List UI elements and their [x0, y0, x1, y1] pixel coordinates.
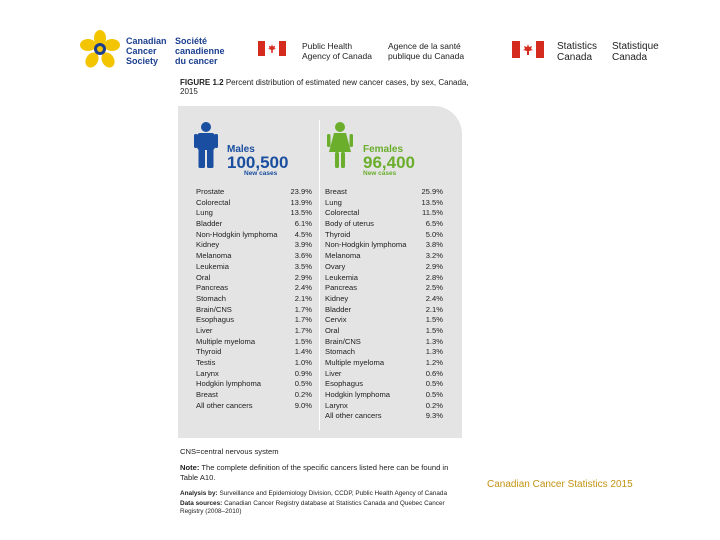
- cancer-percent: 3.8%: [425, 240, 443, 250]
- cancer-percent: 1.7%: [294, 304, 312, 314]
- cancer-name: Non-Hodgkin lymphoma: [325, 240, 407, 250]
- list-item: [325, 411, 443, 422]
- list-item: [196, 347, 312, 358]
- list-item: [325, 326, 443, 337]
- phac-name-en: Public Health Agency of Canada: [302, 41, 372, 61]
- list-item: [196, 358, 312, 369]
- females-count: 96,400: [363, 153, 415, 172]
- list-item: [196, 251, 312, 262]
- cancer-percent: 4.5%: [294, 229, 312, 239]
- list-item: [196, 390, 312, 401]
- cancer-percent: 2.4%: [294, 283, 312, 293]
- cancer-percent: 13.5%: [421, 197, 443, 207]
- cancer-name: Leukemia: [325, 272, 358, 282]
- cancer-name: Lung: [325, 197, 342, 207]
- figure-label: FIGURE 1.2: [180, 78, 224, 87]
- cancer-percent: 1.4%: [294, 347, 312, 357]
- cancer-name: Ovary: [325, 261, 346, 271]
- ccs-logo: [80, 30, 240, 70]
- cancer-percent: 1.3%: [425, 336, 443, 346]
- cancer-percent: 1.5%: [294, 336, 312, 346]
- cancer-percent: 11.5%: [422, 208, 443, 218]
- list-item: [196, 240, 312, 251]
- list-item: [196, 379, 312, 390]
- female-person-icon: [327, 122, 353, 168]
- cancer-percent: 0.2%: [294, 390, 312, 400]
- list-item: [325, 251, 443, 262]
- cancer-percent: 0.5%: [294, 379, 312, 389]
- cancer-percent: 1.3%: [425, 347, 443, 357]
- cancer-name: Stomach: [196, 293, 226, 303]
- list-item: [196, 198, 312, 209]
- list-item: [325, 273, 443, 284]
- cancer-name: Hodgkin lymphoma: [325, 390, 390, 400]
- cancer-name: Body of uterus: [325, 219, 374, 229]
- canada-flag-icon: [258, 41, 286, 56]
- males-subtitle: New cases: [244, 170, 278, 177]
- cancer-percent: 2.5%: [425, 283, 443, 293]
- list-item: [196, 401, 312, 412]
- cancer-percent: 13.9%: [290, 197, 312, 207]
- definition-note: [180, 463, 460, 483]
- cancer-percent: 6.1%: [294, 219, 312, 229]
- cancer-name: Cervix: [325, 315, 347, 325]
- cancer-percent: 0.5%: [425, 390, 443, 400]
- cancer-percent: 1.5%: [425, 325, 443, 335]
- list-item: [325, 315, 443, 326]
- cancer-name: Kidney: [196, 240, 220, 250]
- cancer-name: Leukemia: [196, 261, 229, 271]
- cancer-percent: 0.5%: [425, 379, 443, 389]
- cancer-percent: 1.7%: [294, 315, 312, 325]
- cancer-percent: 0.2%: [425, 400, 443, 410]
- cancer-name: Multiple myeloma: [196, 336, 256, 346]
- data-sources: [180, 500, 465, 516]
- cancer-name: Brain/CNS: [196, 304, 232, 314]
- males-heading: Males: [227, 144, 255, 155]
- cancer-name: Oral: [325, 325, 340, 335]
- figure-caption: Percent distribution of estimated new cancer cases, by sex, Canada, 2015: [180, 78, 469, 96]
- list-item: [196, 369, 312, 380]
- cancer-name: Prostate: [196, 187, 225, 196]
- sources-text: Canadian Cancer Registry database at Statistics Canada and Quebec Cancer Registry (2008–2010): [180, 500, 445, 515]
- males-count: 100,500: [227, 153, 289, 172]
- cancer-name: Testis: [196, 358, 216, 367]
- cancer-name: Thyroid: [325, 229, 351, 239]
- cancer-name: Hodgkin lymphoma: [196, 379, 261, 389]
- analysis-label: Analysis by:: [180, 490, 218, 497]
- cancer-name: All other cancers: [325, 411, 382, 421]
- male-person-icon: [194, 122, 218, 168]
- list-item: [325, 262, 443, 273]
- cancer-name: Lung: [196, 208, 213, 218]
- statcan-name-en: Statistics Canada: [557, 41, 598, 63]
- footer-brand: Canadian Cancer Statistics 2015: [487, 479, 633, 490]
- list-item: [325, 401, 443, 412]
- cancer-percent: 25.9%: [421, 187, 443, 196]
- list-item: [196, 315, 312, 326]
- canada-flag-icon: [512, 41, 544, 58]
- cancer-percent: 23.9%: [290, 187, 312, 196]
- cancer-name: Breast: [325, 187, 347, 196]
- cancer-name: Stomach: [325, 347, 355, 357]
- cancer-name: Liver: [196, 325, 213, 335]
- ccs-name-fr: Société canadienne du cancer: [175, 36, 225, 66]
- cancer-name: Esophagus: [196, 315, 234, 325]
- list-item: [196, 230, 312, 241]
- cancer-name: Thyroid: [196, 347, 222, 357]
- cancer-percent: 1.0%: [294, 358, 312, 367]
- cancer-name: Esophagus: [325, 379, 363, 389]
- cancer-name: Non-Hodgkin lymphoma: [196, 229, 278, 239]
- figure-title: [180, 78, 470, 96]
- cancer-percent: 2.4%: [425, 293, 443, 303]
- abbreviation-note: CNS=central nervous system: [180, 447, 279, 456]
- cancer-percent: 9.0%: [294, 400, 312, 410]
- list-item: [196, 219, 312, 230]
- cancer-name: Brain/CNS: [325, 336, 361, 346]
- cancer-name: Bladder: [196, 219, 223, 229]
- list-item: [325, 358, 443, 369]
- cancer-percent: 3.9%: [294, 240, 312, 250]
- males-cancer-list: [196, 187, 312, 411]
- list-item: [325, 219, 443, 230]
- cancer-percent: 2.9%: [294, 272, 312, 282]
- list-item: [196, 273, 312, 284]
- analysis-text: Surveillance and Epidemiology Division, CCDP, Public Health Agency of Canada: [219, 490, 448, 497]
- females-cancer-list: [325, 187, 443, 422]
- list-item: [325, 379, 443, 390]
- panel-divider: [319, 120, 320, 430]
- list-item: [325, 187, 443, 198]
- cancer-name: Multiple myeloma: [325, 358, 385, 367]
- list-item: [325, 390, 443, 401]
- cancer-percent: 3.2%: [425, 251, 443, 261]
- sources-label: Data sources:: [180, 500, 223, 507]
- cancer-name: Breast: [196, 390, 218, 400]
- cancer-percent: 2.1%: [294, 293, 312, 303]
- cancer-percent: 1.5%: [425, 315, 443, 325]
- list-item: [196, 326, 312, 337]
- list-item: [196, 208, 312, 219]
- cancer-percent: 3.5%: [294, 261, 312, 271]
- cancer-name: Larynx: [196, 368, 219, 378]
- list-item: [325, 240, 443, 251]
- cancer-percent: 6.5%: [425, 219, 443, 229]
- list-item: [196, 283, 312, 294]
- cancer-percent: 2.8%: [425, 272, 443, 282]
- list-item: [196, 305, 312, 316]
- list-item: [325, 347, 443, 358]
- females-subtitle: New cases: [363, 170, 397, 177]
- list-item: [325, 294, 443, 305]
- cancer-percent: 0.9%: [294, 368, 312, 378]
- list-item: [325, 305, 443, 316]
- list-item: [325, 208, 443, 219]
- cancer-name: Oral: [196, 272, 211, 282]
- list-item: [325, 198, 443, 209]
- cancer-percent: 1.2%: [425, 358, 443, 367]
- list-item: [325, 369, 443, 380]
- list-item: [196, 294, 312, 305]
- cancer-name: Colorectal: [325, 208, 360, 218]
- ccs-name-en: Canadian Cancer Society: [126, 36, 167, 66]
- cancer-name: Colorectal: [196, 197, 231, 207]
- list-item: [325, 283, 443, 294]
- note-label: Note:: [180, 463, 200, 472]
- cancer-percent: 9.3%: [425, 411, 443, 421]
- cancer-name: Bladder: [325, 304, 352, 314]
- list-item: [325, 230, 443, 241]
- list-item: [196, 262, 312, 273]
- cancer-percent: 13.5%: [290, 208, 312, 218]
- daffodil-icon: [80, 30, 120, 68]
- cancer-percent: 2.9%: [425, 261, 443, 271]
- cancer-name: Larynx: [325, 400, 348, 410]
- females-heading: Females: [363, 144, 404, 155]
- phac-name-fr: Agence de la santé publique du Canada: [388, 41, 465, 61]
- cancer-name: Melanoma: [325, 251, 361, 261]
- list-item: [196, 187, 312, 198]
- cancer-name: Pancreas: [325, 283, 358, 293]
- cancer-name: Kidney: [325, 293, 349, 303]
- list-item: [196, 337, 312, 348]
- cancer-percent: 5.0%: [425, 229, 443, 239]
- list-item: [325, 337, 443, 348]
- cancer-percent: 2.1%: [425, 304, 443, 314]
- cancer-name: All other cancers: [196, 400, 253, 410]
- cancer-name: Pancreas: [196, 283, 229, 293]
- cancer-name: Liver: [325, 368, 342, 378]
- cancer-name: Melanoma: [196, 251, 232, 261]
- note-text: The complete definition of the specific cancers listed here can be found in Table A10.: [180, 463, 449, 482]
- cancer-percent: 0.6%: [425, 368, 443, 378]
- analysis-credit: [180, 490, 465, 498]
- cancer-percent: 3.6%: [294, 251, 312, 261]
- statcan-name-fr: Statistique Canada: [612, 41, 659, 63]
- cancer-percent: 1.7%: [294, 325, 312, 335]
